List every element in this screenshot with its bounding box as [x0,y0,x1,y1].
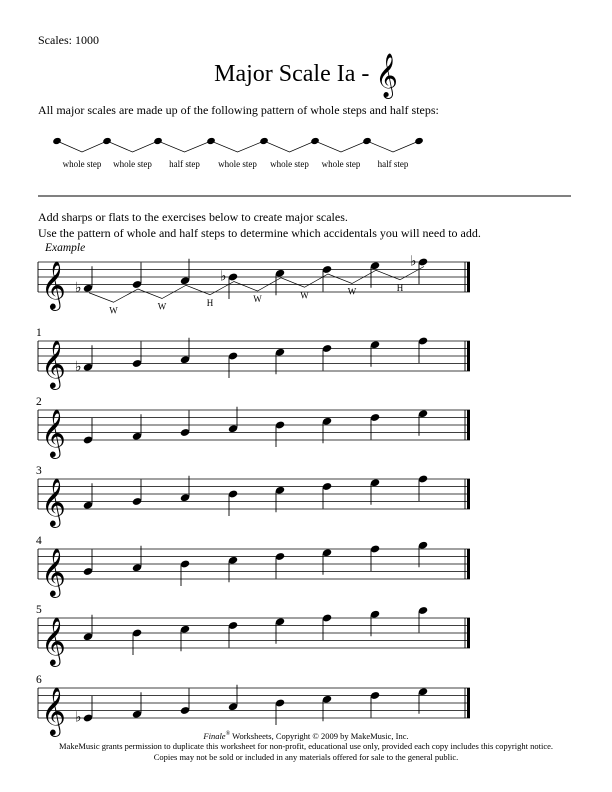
pattern-step-label: whole step [270,159,309,169]
pattern-step-label: half step [169,159,200,169]
treble-clef-icon: 𝄞 [41,550,66,596]
final-barline-thick [467,549,470,579]
final-barline-thick [467,618,470,648]
worksheet-series-label: Scales: 1000 [38,33,99,47]
example-step-label: H [396,282,404,293]
pattern-step-label: whole step [113,159,152,169]
exercise-staff [38,474,470,528]
pattern-step-label: whole step [62,159,102,169]
exercise-staff [38,541,470,598]
treble-clef-icon: 𝄞 [41,689,66,735]
instructions-line-1: Add sharps or flats to the exercises below to create major scales. [38,210,348,224]
flat-icon: ♭ [75,359,82,375]
treble-clef-icon: 𝄞 [41,480,66,526]
example-label: Example [45,242,86,254]
treble-clef-icon: 𝄞 [41,619,66,665]
flat-icon: ♭ [75,280,82,296]
exercise-number: 4 [36,535,42,547]
final-barline-thick [467,479,470,509]
pattern-step-label: whole step [218,159,257,169]
intro-text: All major scales are made up of the following pattern of whole steps and half steps: [38,103,439,117]
exercise-staff [38,407,470,459]
footer-line-1 [0,729,612,741]
exercise-number: 3 [36,465,42,477]
example-step-label: W [109,305,118,316]
footer-line-2: MakeMusic grants permission to duplicate this worksheet for non-profit, educational use only, provided each copy includes this copyright notice. [59,741,553,752]
treble-clef-icon: 𝄞 [375,53,398,97]
copyright-footer [0,729,612,762]
exercise-number: 1 [36,327,42,339]
final-barline-thick [467,341,470,371]
footer-line-3: Copies may not be sold or included in any materials offered for sale to the general public. [153,751,459,762]
exercise-staff [38,336,470,390]
final-barline-thick [467,262,470,292]
exercise-number: 6 [36,674,42,686]
final-barline-thick [467,688,470,718]
pattern-step-label: whole step [321,159,361,169]
flat-icon: ♭ [75,710,82,726]
treble-clef-icon: 𝄞 [41,342,66,388]
example-step-label: W [157,301,167,312]
example-staff [38,255,470,316]
treble-clef-icon: 𝄞 [41,411,66,457]
flat-icon: ♭ [220,269,227,285]
final-barline-thick [467,410,470,440]
pattern-step-label: half step [377,159,409,169]
example-step-label: W [253,294,262,304]
page-title-text: Major Scale Ia - [214,61,370,87]
footer-line-1-rest: Worksheets, Copyright © 2009 by MakeMusic, Inc. [230,730,409,741]
footer-brand: Finale [203,730,226,741]
example-step-label: W [347,286,357,297]
exercise-number: 2 [36,396,42,408]
flat-icon: ♭ [410,254,417,270]
treble-clef-icon: 𝄞 [41,263,66,309]
example-step-label: W [300,290,309,301]
exercise-staff [38,606,470,667]
instructions-line-2: Use the pattern of whole and half steps to determine which accidentals you will need to add. [38,225,481,240]
example-step-label: H [206,297,214,308]
exercise-number: 5 [36,604,42,616]
registered-mark: ® [225,731,231,737]
